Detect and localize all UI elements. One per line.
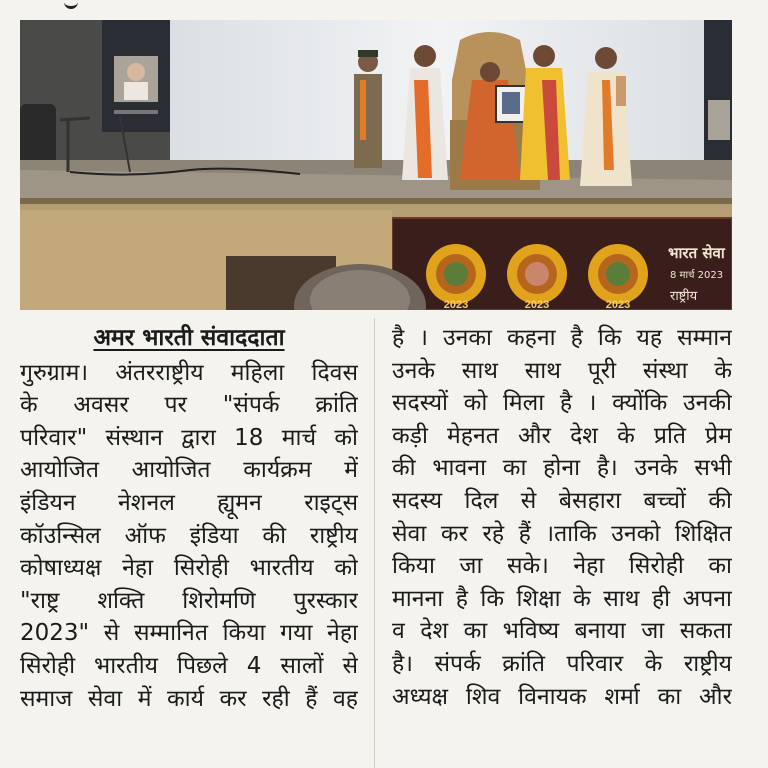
article-line: कोषाध्यक्ष नेहा सिरोही भारतीय को — [20, 555, 358, 582]
article-line: अध्यक्ष शिव विनायक शर्मा का और — [392, 683, 732, 710]
article-line: है। संपर्क क्रांति परिवार के राष्ट्रीय — [392, 650, 732, 677]
article-line: किया जा सके। नेहा सिरोही का — [392, 553, 732, 580]
article-line: परिवार" संस्थान द्वारा 18 मार्च को — [20, 424, 358, 451]
article-line: सदस्य दिल से बेसहारा बच्चों की — [392, 487, 732, 514]
article-line: की भावना का होना है। उनके सभी — [392, 455, 732, 482]
banner-year-1: 2023 — [443, 299, 469, 310]
banner-year-2: 2023 — [524, 299, 550, 310]
article-left-column — [20, 322, 358, 768]
article-line: सदस्यों को मिला है । क्योंकि उनकी — [392, 390, 732, 417]
article-line: समाज सेवा में कार्य कर रही हैं वह — [20, 685, 358, 712]
previous-headline-fragment — [0, 0, 768, 18]
article-line: सिरोही भारतीय पिछले 4 सालों से — [20, 652, 358, 679]
news-photo — [20, 20, 732, 310]
article-line: के अवसर पर "संपर्क क्रांति — [20, 392, 358, 419]
article-line: 2023" से सम्मानित किया गया नेहा — [20, 620, 358, 647]
article-line: उनके साथ साथ पूरी संस्था के — [392, 357, 732, 384]
article-line: इंडियन नेशनल ह्यूमन राइट्स — [20, 489, 358, 516]
banner-medallions — [426, 244, 648, 304]
article-line: सेवा कर रहे हैं ।ताकि उनको शिक्षित — [392, 520, 732, 547]
article-line: "राष्ट्र शक्ति शिरोमणि पुरस्कार — [20, 587, 358, 614]
article-line: आयोजित आयोजित कार्यक्रम में — [20, 457, 358, 484]
article-line: गुरुग्राम। अंतरराष्ट्रीय महिला दिवस — [20, 359, 358, 386]
article-byline: अमर भारती संवाददाता — [93, 325, 285, 351]
banner-year-3: 2023 — [605, 299, 631, 310]
banner-date: 8 मार्च 2023 — [670, 270, 724, 281]
award-ceremony-photo — [20, 20, 732, 310]
article-line: कॉउन्सिल ऑफ इंडिया की राष्ट्रीय — [20, 522, 358, 549]
article-line: है । उनका कहना है कि यह सम्मान — [392, 325, 732, 351]
column-divider — [374, 318, 375, 768]
article-line: कड़ी मेहनत और देश के प्रति प्रेम — [392, 422, 732, 449]
banner-subtext: राष्ट्रीय — [670, 289, 698, 304]
article-line: मानना है कि शिक्षा के साथ ही अपना — [392, 585, 732, 612]
article-line: व देश का भविष्य बनाया जा सकता — [392, 618, 732, 645]
article-right-column — [392, 322, 732, 768]
headline-glyph-fragment — [64, 0, 78, 9]
banner-title: भारत सेवा — [668, 244, 725, 262]
